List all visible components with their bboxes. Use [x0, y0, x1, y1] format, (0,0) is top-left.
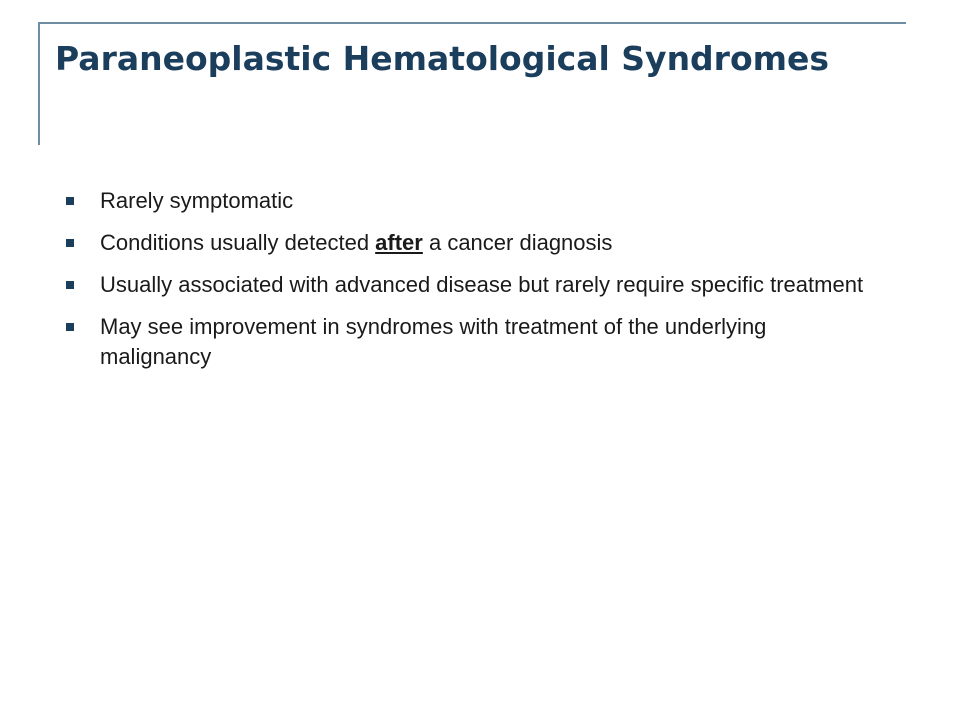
bullet-list [64, 186, 864, 384]
square-bullet-icon [66, 281, 74, 289]
bullet-item [64, 186, 864, 216]
bullet-text: Rarely symptomatic [100, 188, 294, 213]
bullet-item [64, 270, 864, 300]
bullet-text: May see improvement in syndromes with treatment of the underlying malignancy [100, 314, 767, 369]
bullet-item [64, 312, 864, 372]
bullet-item [64, 228, 864, 258]
bullet-text-after: a cancer diagnosis [422, 230, 613, 255]
square-bullet-icon [66, 239, 74, 247]
square-bullet-icon [66, 197, 74, 205]
title-frame-top-rule [38, 22, 906, 24]
bullet-text-before: Conditions usually detected [100, 230, 376, 255]
slide-title: Paraneoplastic Hematological Syndromes [55, 39, 830, 78]
bullet-text-emphasis: after [375, 230, 423, 255]
bullet-text: Usually associated with advanced disease but rarely require specific treatment [100, 272, 864, 297]
square-bullet-icon [66, 323, 74, 331]
title-frame-left-rule [38, 22, 40, 145]
